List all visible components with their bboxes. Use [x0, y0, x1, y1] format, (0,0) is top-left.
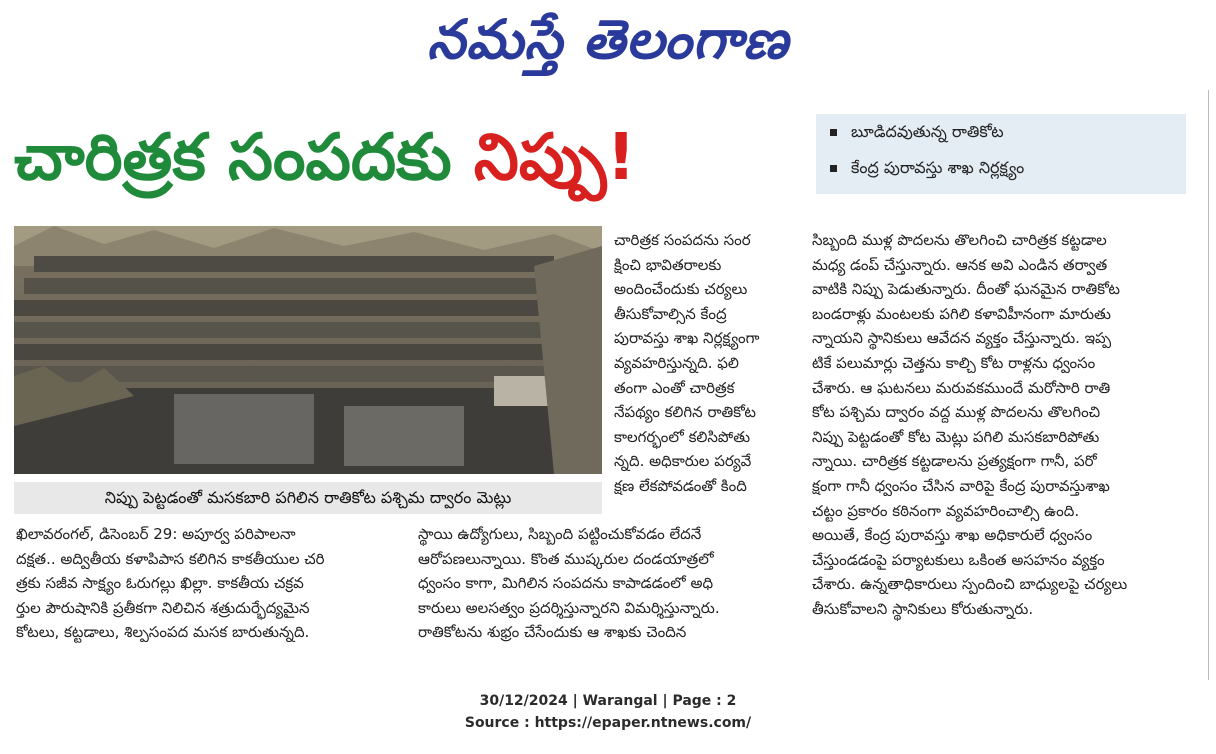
- fort-steps-image: [14, 226, 602, 474]
- fort-steps-photo: [14, 226, 602, 474]
- highlight-item: బూడిదవుతున్న రాతికోట: [816, 114, 1186, 150]
- headline-accent: నిప్పు!: [473, 121, 636, 195]
- highlights-box: [816, 114, 1186, 194]
- edition-info: 30/12/2024 | Warangal | Page : 2: [479, 693, 737, 709]
- newspaper-masthead: నమస్తే తెలంగాణ: [427, 8, 789, 71]
- article-headline: [14, 108, 636, 208]
- headline-main: చారిత్రక సంపదకు: [14, 121, 474, 195]
- page-border: [1208, 90, 1209, 680]
- article-column-1: ఖిలావరంగల్, డిసెంబర్ 29: అపూర్వ పరిపాలనా దక్షత.. అద్వితీయ కళాపిపాస కలిగిన కాకతీయుల చరి త్రకు సజీవ సాక్ష్యం ఓరుగల్లు ఖిల్లా. కాకతీయ చక్రవ ర్తుల పౌరుషానికి ప్రతీకగా నిలిచిన శత్రుదుర్భేద్యమైన కోటలు, కట్టడాలు, శిల్పసంపద మసక బారుతున్నది.: [16, 525, 325, 642]
- highlight-item: కేంద్ర పురావస్తు శాఖ నిర్లక్ష్యం: [816, 150, 1186, 186]
- bullet-square-icon: [830, 165, 837, 172]
- page-footer: [0, 690, 1216, 734]
- article-column-3: సిబ్బంది ముళ్ల పొదలను తొలగించి చారిత్రక కట్టడాల మధ్య డంప్ చేస్తున్నారు. ఆనక అవి ఎండిన తర్వాత వాటికి నిప్పు పెడుతున్నారు. దీంతో ఘనమైన రాతికోట బండరాళ్లు మంటలకు పగిలి కళావిహీనంగా మారుతు న్నాయని స్థానికులు ఆవేదన వ్యక్తం చేస్తున్నారు. ఇప్ప టికే పలుమార్లు చెత్తను కాల్చి కోట రాళ్లను ధ్వంసం చేశారు. ఆ ఘటనలు మరువకముందే మరోసారి రాతి కోట పశ్చిమ ద్వారం వద్ద ముళ్ల పొదలను తొలగించి నిప్పు పెట్టడంతో కోట మెట్లు పగిలి మసకబారిపోతు న్నాయి. చారిత్రక కట్టడాలను ప్రత్యక్షంగా గానీ, పరో క్షంగా గానీ ధ్వంసం చేసిన వారిపై కేంద్ర పురావస్తుశాఖ చట్టం ప్రకారం కఠినంగా వ్యవహరించాల్సి ఉంది. అయితే, కేంద్ర పురావస్తు శాఖ అధికారులే ధ్వంసం చేస్తుండడంపై పర్యాటకులు ఒకింత అసహనం వ్యక్తం చేశారు. ఉన్నతాధికారులు స్పందించి బాధ్యులపై చర్యలు తీసుకోవాలని స్థానికులు కోరుతున్నారు.: [812, 231, 1128, 618]
- source-link[interactable]: Source : https://epaper.ntnews.com/: [464, 715, 752, 731]
- bullet-square-icon: [830, 129, 837, 136]
- article-column-2-bottom: స్థాయి ఉద్యోగులు, సిబ్బంది పట్టించుకోవడం లేదనే ఆరోపణలున్నాయి. కొంత ముష్కరుల దండయాత్రలో ధ్వంసం కాగా, మిగిలిన సంపదను కాపాడడంలో అధి కారులు అలసత్వం ప్రదర్శిస్తున్నారని విమర్శిస్తున్నారు. రాతికోటను శుభ్రం చేసేందుకు ఆ శాఖకు చెందిన: [418, 525, 720, 642]
- photo-caption: నిప్పు పెట్టడంతో మసకబారి పగిలిన రాతికోట పశ్చిమ ద్వారం మెట్లు: [14, 482, 602, 514]
- article-column-2-top: చారిత్రక సంపదను సంర క్షించి భావితరాలకు అందించేందుకు చర్యలు తీసుకోవాల్సిన కేంద్ర పురావస్తు శాఖ నిర్లక్ష్యంగా వ్యవహరిస్తున్నది. ఫలి తంగా ఎంతో చారిత్రక నేపథ్యం కలిగిన రాతికోట కాలగర్భంలో కలిసిపోతు న్నది. అధికారుల పర్యవే క్షణ లేకపోవడంతో కింది: [614, 231, 760, 495]
